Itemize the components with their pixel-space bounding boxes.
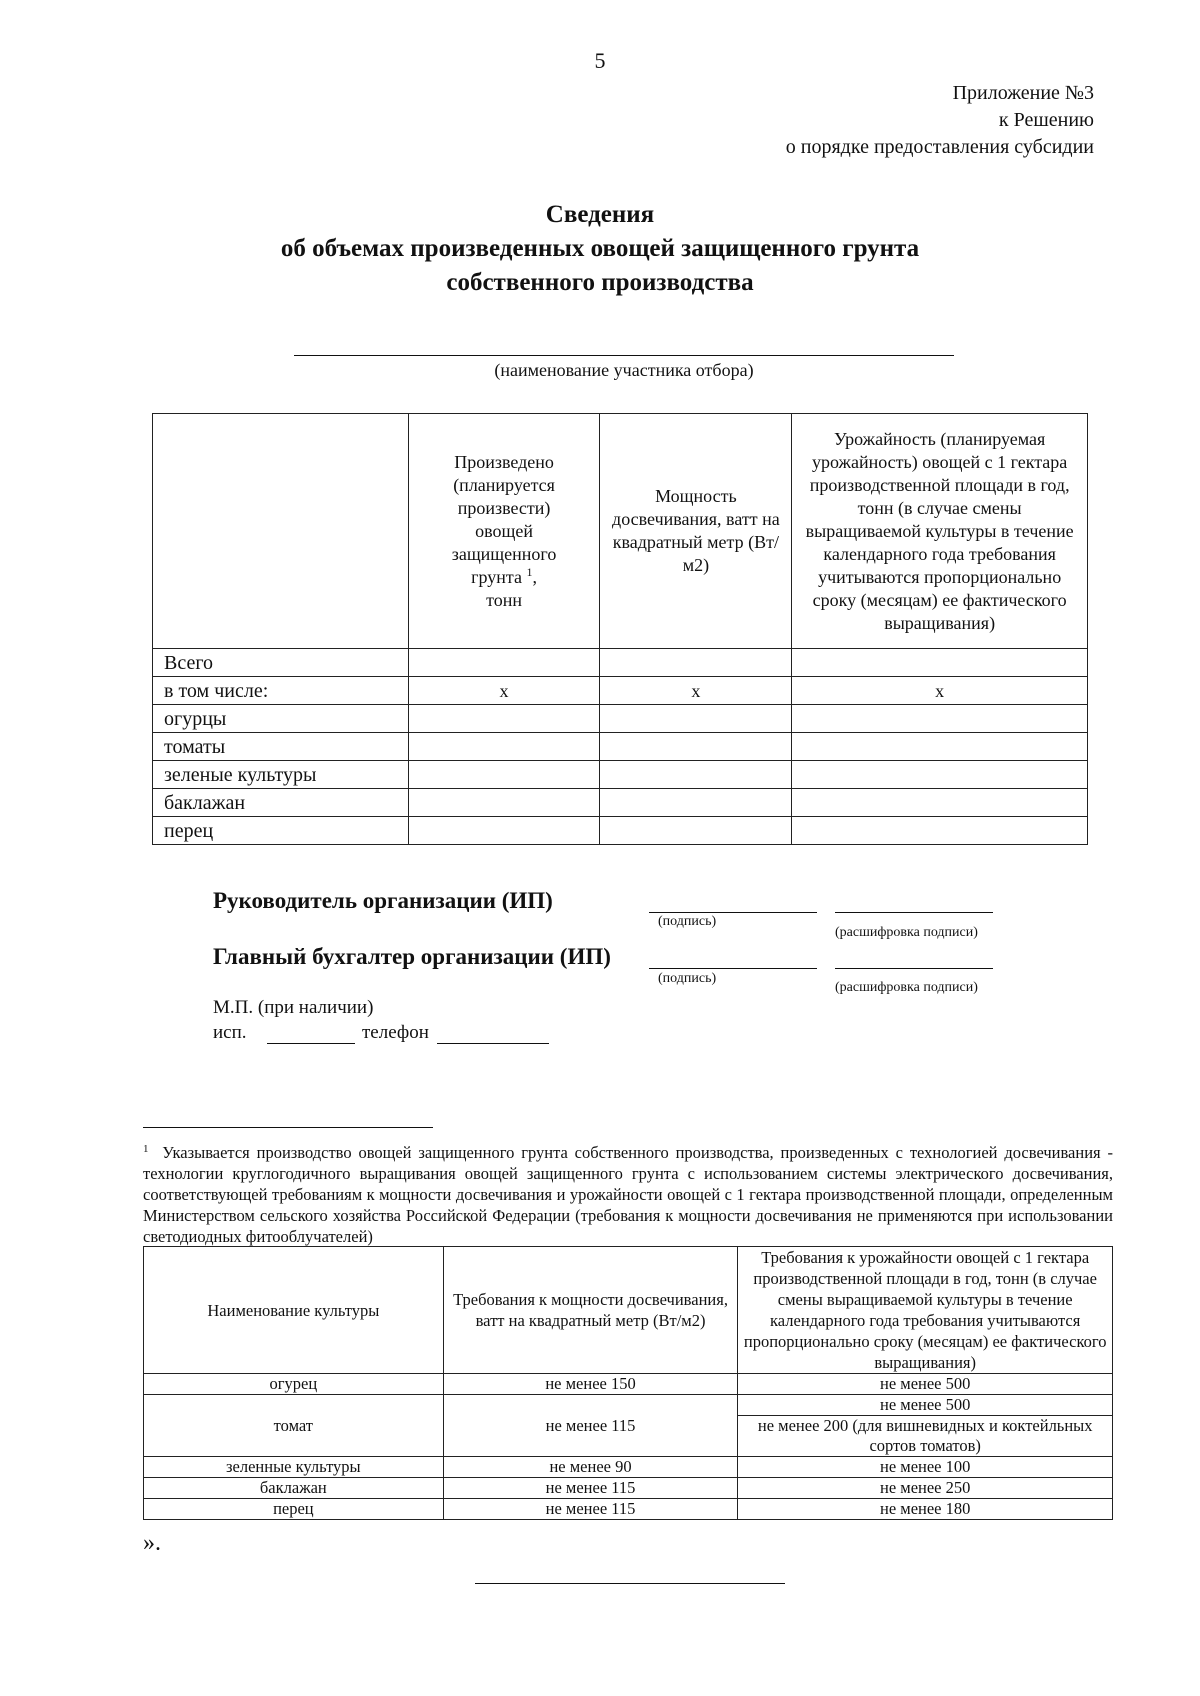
appendix-header — [786, 80, 1094, 161]
accountant-signature-label: Главный бухгалтер организации (ИП) — [213, 944, 611, 969]
row-label: огурцы — [153, 705, 409, 733]
appendix-number: Приложение №3 — [952, 82, 1094, 104]
cell-power[interactable] — [600, 761, 792, 789]
accountant-signature-line[interactable] — [649, 968, 817, 969]
accountant-decoding-caption: (расшифровка подписи) — [835, 980, 978, 995]
cell-power[interactable] — [600, 649, 792, 677]
req-header-yield: Требования к урожайности овощей с 1 гектара производственной площади в год, тонн (в случае смены выращиваемой культуры в течение календарного года требования учитываются пропорционально сроку (месяцам) ее фактического выращивания) — [738, 1247, 1113, 1374]
cell-yield[interactable] — [792, 817, 1088, 845]
cell-yield[interactable] — [792, 733, 1088, 761]
req-power: не менее 115 — [443, 1499, 738, 1520]
req-yield: не менее 180 — [738, 1499, 1113, 1520]
table-row — [144, 1395, 1113, 1416]
cell-yield: х — [792, 677, 1088, 705]
title-line-1: Сведения — [545, 201, 655, 228]
footnote-ref: 1 — [526, 564, 533, 579]
cell-power[interactable] — [600, 733, 792, 761]
req-yield: не менее 250 — [738, 1478, 1113, 1499]
cell-produced[interactable] — [408, 733, 600, 761]
title-line-3: собственного производства — [446, 269, 754, 296]
table-row — [144, 1499, 1113, 1520]
req-yield: не менее 500 — [738, 1374, 1113, 1395]
req-header-crop: Наименование культуры — [144, 1247, 444, 1374]
req-crop: огурец — [144, 1374, 444, 1395]
table-row — [153, 649, 1088, 677]
cell-produced[interactable] — [408, 761, 600, 789]
row-label: в том числе: — [153, 677, 409, 705]
participant-caption: (наименование участника отбора) — [494, 360, 754, 380]
table-row — [144, 1457, 1113, 1478]
cell-produced: х — [408, 677, 600, 705]
header-produced: Произведено (планируется произвести) овощей защищенного грунта $^1$, тонн — [408, 414, 600, 649]
head-decoding-caption: (расшифровка подписи) — [835, 925, 978, 940]
req-crop: перец — [144, 1499, 444, 1520]
header-power: Мощность досвечивания, ватт на квадратный метр (Вт/м2) — [600, 414, 792, 649]
req-yield: не менее 100 — [738, 1457, 1113, 1478]
footnote-separator — [143, 1127, 433, 1128]
row-label: томаты — [153, 733, 409, 761]
requirements-table — [143, 1246, 1113, 1520]
req-power: не менее 115 — [443, 1395, 738, 1457]
cell-produced[interactable] — [408, 789, 600, 817]
phone-line[interactable] — [437, 1043, 549, 1044]
production-table-header — [153, 414, 1088, 649]
req-power: не менее 150 — [443, 1374, 738, 1395]
cell-produced[interactable] — [408, 705, 600, 733]
row-label: баклажан — [153, 789, 409, 817]
footnote — [143, 1142, 1113, 1247]
participant-name-line[interactable] — [294, 355, 954, 356]
head-decoding-line[interactable] — [835, 912, 993, 913]
req-power: не менее 90 — [443, 1457, 738, 1478]
stamp-note: М.П. (при наличии) — [213, 997, 374, 1018]
row-label: перец — [153, 817, 409, 845]
title-line-2: об объемах произведенных овощей защищенного грунта — [280, 235, 920, 262]
table-row — [153, 677, 1088, 705]
header-yield: Урожайность (планируемая урожайность) овощей с 1 гектара производственной площади в год, тонн (в случае смены выращиваемой культуры в течение календарного года требования учитываются пропорционально сроку (месяцам) ее фактического выращивания) — [792, 414, 1088, 649]
phone-label: телефон — [362, 1022, 429, 1043]
head-signature-line[interactable] — [649, 912, 817, 913]
header-empty-cell — [153, 414, 409, 649]
appendix-subject: о порядке предоставления субсидии — [785, 136, 1094, 158]
cell-power[interactable] — [600, 705, 792, 733]
table-row — [144, 1374, 1113, 1395]
req-crop: зеленные культуры — [144, 1457, 444, 1478]
page-number: 5 — [594, 48, 606, 73]
closing-quote: ». — [143, 1530, 161, 1556]
table-row — [153, 705, 1088, 733]
req-yield: не менее 500 — [738, 1395, 1113, 1416]
document-title — [0, 198, 1200, 300]
req-crop: баклажан — [144, 1478, 444, 1499]
table-row — [153, 817, 1088, 845]
appendix-decision: к Решению — [998, 109, 1094, 131]
head-signature-label: Руководитель организации (ИП) — [213, 888, 553, 913]
requirements-header — [144, 1247, 1113, 1374]
cell-yield[interactable] — [792, 649, 1088, 677]
req-yield: не менее 200 (для вишневидных и коктейльных сортов томатов) — [738, 1416, 1113, 1457]
table-row — [153, 761, 1088, 789]
footnote-text: Указывается производство овощей защищенного грунта собственного производства, произведенных с технологией досвечивания - технологии круглогодичного выращивания овощей защищенного грунта с использованием системы электрического досвечивания, соответствующей требованиям к мощности досвечивания и урожайности овощей с 1 гектара производственной площади, определенным Министерством сельского хозяйства Российской Федерации (требования к мощности досвечивания не применяются при использовании светодиодных фитооблучателей) — [143, 1143, 1114, 1246]
cell-yield[interactable] — [792, 761, 1088, 789]
req-power: не менее 115 — [443, 1478, 738, 1499]
row-label: Всего — [153, 649, 409, 677]
cell-power: х — [600, 677, 792, 705]
head-signature-caption: (подпись) — [658, 914, 717, 929]
cell-yield[interactable] — [792, 705, 1088, 733]
req-header-power: Требования к мощности досвечивания, ватт на квадратный метр (Вт/м2) — [443, 1247, 738, 1374]
cell-produced[interactable] — [408, 649, 600, 677]
cell-produced[interactable] — [408, 817, 600, 845]
table-row — [153, 789, 1088, 817]
executor-line[interactable] — [267, 1043, 355, 1044]
table-row — [153, 733, 1088, 761]
table-row — [144, 1478, 1113, 1499]
cell-yield[interactable] — [792, 789, 1088, 817]
executor-label: исп. — [213, 1022, 247, 1043]
accountant-decoding-line[interactable] — [835, 968, 993, 969]
req-crop: томат — [144, 1395, 444, 1457]
footnote-marker: 1 — [143, 1143, 149, 1155]
cell-power[interactable] — [600, 789, 792, 817]
bottom-separator — [475, 1583, 785, 1584]
accountant-signature-caption: (подпись) — [658, 971, 717, 986]
production-table — [152, 413, 1088, 845]
row-label: зеленые культуры — [153, 761, 409, 789]
cell-power[interactable] — [600, 817, 792, 845]
